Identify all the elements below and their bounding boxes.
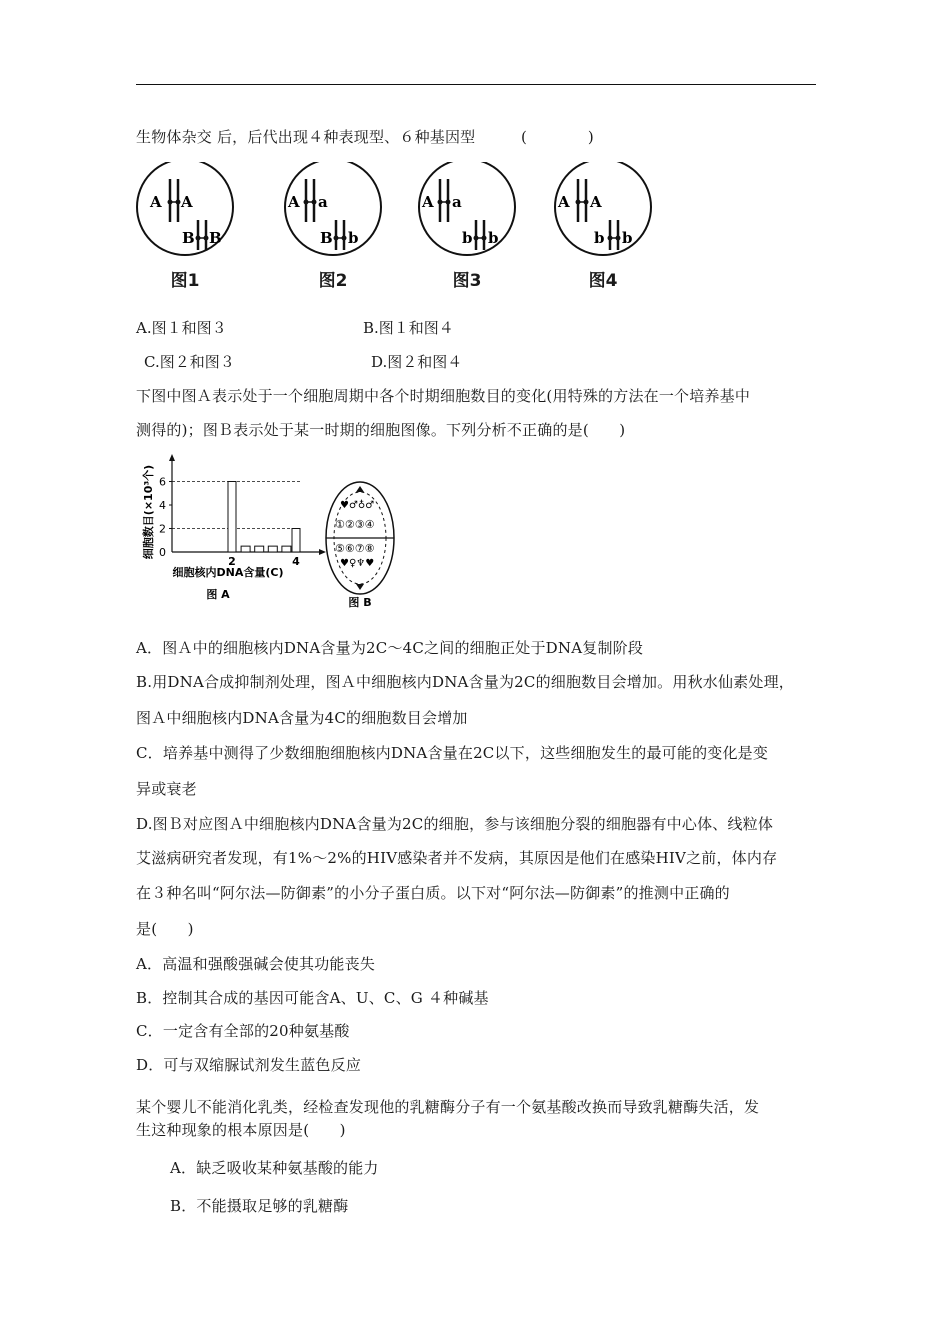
centriole-bottom: [356, 584, 364, 590]
allele-label: A: [590, 193, 602, 211]
q1-option-d: D.图２和图４: [371, 353, 463, 371]
q1-stem: 生物体杂交 后，后代出现４种表现型、６种基因型 ( ): [136, 128, 594, 146]
allele-label: A: [181, 193, 193, 211]
allele-label: B: [320, 229, 333, 247]
cell-diagram-2: [280, 162, 386, 262]
allele-label: b: [594, 229, 605, 247]
q1-option-b: B.图１和图４: [363, 319, 454, 337]
histogram-bar: [282, 546, 291, 552]
cell-numbers-top: ①②③④: [335, 518, 375, 531]
q2-option-b-line2: 图Ａ中细胞核内DNA含量为4C的细胞数目会增加: [136, 709, 468, 727]
figure-b-svg: [324, 480, 404, 610]
histogram-bar: [268, 546, 277, 552]
figure-caption: 图1: [170, 271, 200, 291]
q1-figure-row: [132, 162, 652, 292]
figure-caption: 图2: [318, 271, 348, 291]
x-axis-label: 细胞核内DNA含量(C): [172, 566, 284, 579]
chromosome-glyphs: ♥♀♆♥: [340, 558, 375, 569]
centriole-top: [356, 486, 364, 492]
q3-option-b: B．控制其合成的基因可能含A、U、C、G ４种碱基: [136, 989, 489, 1007]
histogram-svg: [136, 452, 336, 612]
histogram-bar: [292, 529, 300, 553]
cell-numbers-bottom: ⑤⑥⑦⑧: [335, 542, 375, 555]
cell-diagram-1: [132, 162, 238, 262]
y-tick-label: 6: [159, 475, 166, 489]
x-tick-label: 2: [228, 555, 236, 568]
y-axis-arrow: [169, 454, 175, 461]
allele-label: a: [318, 193, 328, 211]
chromosome-glyphs: ♥♂♁♂: [340, 500, 375, 511]
cell-diagram-4: [550, 162, 656, 262]
allele-label: b: [348, 229, 359, 247]
x-tick-label: 4: [292, 555, 300, 568]
q4-option-b: B．不能摄取足够的乳糖酶: [170, 1197, 349, 1215]
y-tick-label: 0: [159, 546, 166, 559]
histogram-bar: [241, 546, 250, 552]
q2-option-c-line2: 异或衰老: [136, 780, 197, 798]
q3-option-d: D．可与双缩脲试剂发生蓝色反应: [136, 1056, 362, 1074]
q3-stem-line1: 艾滋病研究者发现，有1%～2%的HIV感染者并不发病，其原因是他们在感染HIV之前，体内存: [136, 849, 778, 867]
q1-figure-4: [550, 162, 656, 291]
allele-label: B: [209, 229, 222, 247]
q2-option-d: D.图Ｂ对应图Ａ中细胞核内DNA含量为2C的细胞，参与该细胞分裂的细胞器有中心体、线粒体: [136, 815, 774, 833]
q1-option-c: C.图２和图３: [144, 353, 235, 371]
allele-label: b: [488, 229, 499, 247]
q2-option-c-line1: C．培养基中测得了少数细胞细胞核内DNA含量在2C以下，这些细胞发生的最可能的变化是变: [136, 744, 769, 762]
allele-label: A: [150, 193, 162, 211]
cell-diagram-3: [414, 162, 520, 262]
q1-figure-1: [132, 162, 238, 291]
q3-stem-line2: 在３种名叫“阿尔法—防御素”的小分子蛋白质。以下对“阿尔法—防御素”的推测中正确的: [136, 884, 730, 902]
histogram-bar: [255, 546, 264, 552]
q3-stem-line3: 是( ): [136, 920, 194, 938]
figure-caption: 图4: [588, 271, 618, 291]
allele-label: A: [288, 193, 300, 211]
y-tick-label: 2: [159, 522, 166, 536]
q2-option-a: A．图Ａ中的细胞核内DNA含量为2C～4C之间的细胞正处于DNA复制阶段: [136, 639, 644, 657]
q2-stem-line1: 下图中图Ａ表示处于一个细胞周期中各个时期细胞数目的变化(用特殊的方法在一个培养基中: [136, 387, 751, 405]
figure-a-caption: 图 A: [206, 588, 230, 601]
q1-figure-3: [414, 162, 520, 291]
q4-option-a: A．缺乏吸收某种氨基酸的能力: [170, 1159, 379, 1177]
allele-label: b: [462, 229, 473, 247]
histogram-bar: [228, 482, 236, 553]
figure-a-chart: [136, 452, 456, 612]
q1-option-a: A.图１和图３: [136, 319, 227, 337]
y-axis-label: 细胞数目(×10³个): [142, 464, 155, 560]
allele-label: b: [622, 229, 633, 247]
allele-label: a: [452, 193, 462, 211]
allele-label: A: [558, 193, 570, 211]
allele-label: A: [422, 193, 434, 211]
q3-option-c: C．一定含有全部的20种氨基酸: [136, 1022, 350, 1040]
q3-option-a: A．高温和强酸强碱会使其功能丧失: [136, 955, 376, 973]
figure-b-cell: [324, 480, 404, 610]
allele-label: B: [182, 229, 195, 247]
figure-caption: 图3: [452, 271, 482, 291]
figure-b-caption: 图 B: [348, 596, 372, 609]
y-tick-label: 4: [159, 499, 166, 512]
header-rule: [136, 84, 816, 85]
q2-option-b-line1: B.用DNA合成抑制剂处理，图Ａ中细胞核内DNA含量为2C的细胞数目会增加。用秋水仙素处理，: [136, 673, 794, 691]
q4-stem-line2: 生这种现象的根本原因是( ): [136, 1121, 346, 1139]
q2-stem-line2: 测得的)；图Ｂ表示处于某一时期的细胞图像。下列分析不正确的是( ): [136, 421, 626, 439]
q4-stem-line1: 某个婴儿不能消化乳类，经检查发现他的乳糖酶分子有一个氨基酸改换而导致乳糖酶失活，发: [136, 1098, 760, 1116]
q1-figure-2: [280, 162, 386, 291]
